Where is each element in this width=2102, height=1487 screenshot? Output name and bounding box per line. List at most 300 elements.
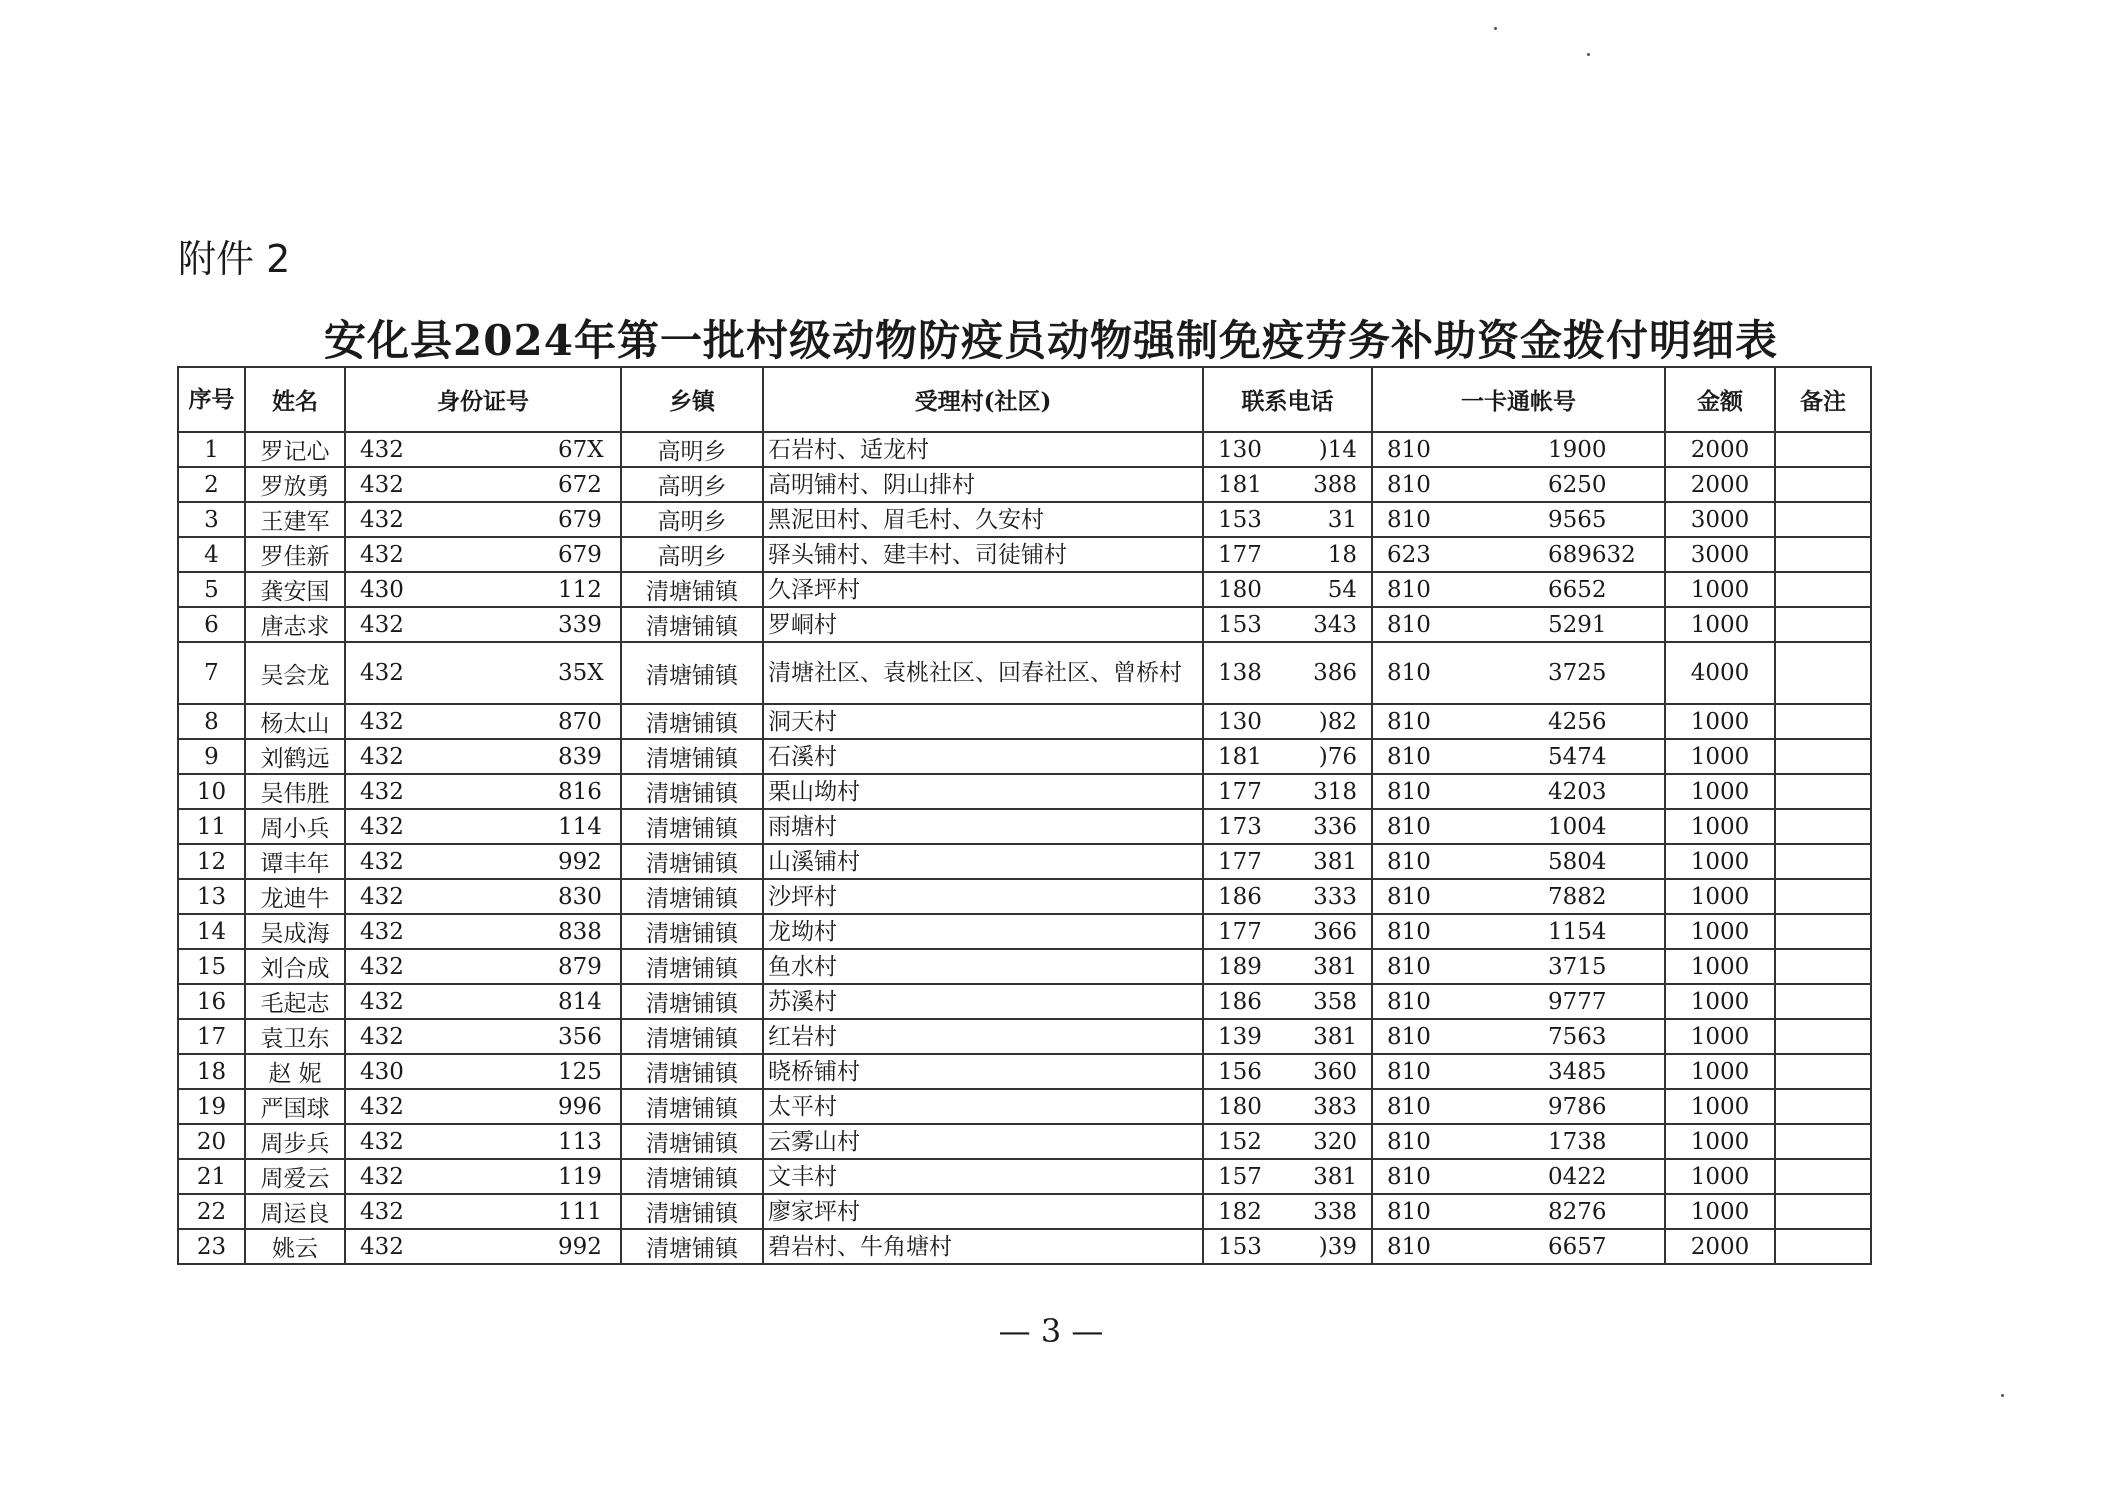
cell-account <box>1372 432 1665 467</box>
cell-name: 吴伟胜 <box>245 774 345 809</box>
cell-phone-prefix: 180 <box>1218 1093 1262 1120</box>
cell-phone-suffix: 381 <box>1313 848 1357 875</box>
cell-town: 清塘铺镇 <box>621 642 763 704</box>
cell-id <box>345 1229 621 1264</box>
cell-account <box>1372 502 1665 537</box>
cell-phone-suffix: 343 <box>1313 611 1357 638</box>
cell-phone-suffix: )39 <box>1318 1233 1357 1260</box>
table-row <box>178 914 1871 949</box>
cell-account-prefix: 810 <box>1387 576 1431 603</box>
cell-village: 黑泥田村、眉毛村、久安村 <box>763 502 1203 537</box>
cell-id-prefix: 432 <box>360 988 404 1015</box>
cell-town: 清塘铺镇 <box>621 1089 763 1124</box>
cell-account-suffix: 1004 <box>1548 813 1607 840</box>
cell-town: 清塘铺镇 <box>621 1194 763 1229</box>
cell-id <box>345 1089 621 1124</box>
cell-account-prefix: 810 <box>1387 1058 1431 1085</box>
cell-account-prefix: 810 <box>1387 708 1431 735</box>
cell-remark <box>1775 704 1871 739</box>
cell-town: 高明乡 <box>621 502 763 537</box>
cell-phone <box>1203 432 1372 467</box>
cell-phone-suffix: 381 <box>1313 1163 1357 1190</box>
cell-phone-prefix: 156 <box>1218 1058 1262 1085</box>
cell-town: 高明乡 <box>621 467 763 502</box>
cell-amount: 1000 <box>1665 809 1775 844</box>
cell-town: 高明乡 <box>621 432 763 467</box>
cell-name: 刘合成 <box>245 949 345 984</box>
cell-account-prefix: 810 <box>1387 953 1431 980</box>
cell-name: 罗放勇 <box>245 467 345 502</box>
cell-town: 清塘铺镇 <box>621 914 763 949</box>
cell-id-prefix: 432 <box>360 848 404 875</box>
cell-id-prefix: 432 <box>360 436 404 463</box>
cell-amount: 3000 <box>1665 502 1775 537</box>
table-row <box>178 502 1871 537</box>
cell-id-suffix: 838 <box>558 918 602 945</box>
cell-account-suffix: 9786 <box>1548 1093 1607 1120</box>
cell-village: 龙坳村 <box>763 914 1203 949</box>
cell-amount: 1000 <box>1665 844 1775 879</box>
cell-village: 苏溪村 <box>763 984 1203 1019</box>
cell-account-prefix: 810 <box>1387 1163 1431 1190</box>
cell-seq: 12 <box>178 844 245 879</box>
cell-seq: 4 <box>178 537 245 572</box>
table-row <box>178 739 1871 774</box>
cell-remark <box>1775 1019 1871 1054</box>
cell-account-suffix: 3485 <box>1548 1058 1607 1085</box>
header-phone: 联系电话 <box>1203 367 1372 432</box>
cell-account <box>1372 607 1665 642</box>
cell-village: 清塘社区、袁桃社区、回春社区、曾桥村 <box>763 642 1203 704</box>
cell-id <box>345 642 621 704</box>
cell-remark <box>1775 432 1871 467</box>
cell-amount: 1000 <box>1665 739 1775 774</box>
cell-remark <box>1775 914 1871 949</box>
cell-village: 驿头铺村、建丰村、司徒铺村 <box>763 537 1203 572</box>
cell-id-prefix: 432 <box>360 708 404 735</box>
cell-seq: 19 <box>178 1089 245 1124</box>
cell-account-prefix: 810 <box>1387 471 1431 498</box>
cell-phone-suffix: )14 <box>1318 436 1357 463</box>
cell-phone-prefix: 130 <box>1218 436 1262 463</box>
cell-id-prefix: 432 <box>360 1093 404 1120</box>
cell-remark <box>1775 879 1871 914</box>
cell-phone <box>1203 879 1372 914</box>
cell-seq: 20 <box>178 1124 245 1159</box>
cell-id-suffix: 996 <box>558 1093 602 1120</box>
table-row <box>178 844 1871 879</box>
cell-phone-prefix: 181 <box>1218 471 1262 498</box>
cell-remark <box>1775 739 1871 774</box>
cell-phone-suffix: )76 <box>1318 743 1357 770</box>
cell-id-prefix: 432 <box>360 813 404 840</box>
cell-phone-suffix: 360 <box>1313 1058 1357 1085</box>
cell-phone-prefix: 177 <box>1218 778 1262 805</box>
cell-phone-prefix: 177 <box>1218 848 1262 875</box>
cell-id-suffix: 672 <box>558 471 602 498</box>
cell-amount: 1000 <box>1665 949 1775 984</box>
cell-phone-prefix: 139 <box>1218 1023 1262 1050</box>
cell-remark <box>1775 537 1871 572</box>
cell-id-suffix: 125 <box>558 1058 602 1085</box>
cell-phone-suffix: 318 <box>1313 778 1357 805</box>
cell-phone-suffix: 18 <box>1327 541 1357 568</box>
subsidy-table <box>177 366 1872 1265</box>
cell-seq: 10 <box>178 774 245 809</box>
cell-phone-prefix: 189 <box>1218 953 1262 980</box>
cell-phone-suffix: 366 <box>1313 918 1357 945</box>
header-account: 一卡通帐号 <box>1372 367 1665 432</box>
cell-id-suffix: 870 <box>558 708 602 735</box>
cell-name: 龙迪牛 <box>245 879 345 914</box>
cell-village: 罗峒村 <box>763 607 1203 642</box>
header-name: 姓名 <box>245 367 345 432</box>
cell-id <box>345 739 621 774</box>
cell-remark <box>1775 1159 1871 1194</box>
cell-id-suffix: 112 <box>558 576 602 603</box>
cell-id <box>345 844 621 879</box>
cell-remark <box>1775 642 1871 704</box>
cell-account-prefix: 810 <box>1387 660 1431 686</box>
cell-id-prefix: 432 <box>360 918 404 945</box>
cell-remark <box>1775 1229 1871 1264</box>
cell-phone <box>1203 1124 1372 1159</box>
cell-id-suffix: 814 <box>558 988 602 1015</box>
cell-amount: 1000 <box>1665 607 1775 642</box>
cell-id-suffix: 111 <box>558 1198 602 1225</box>
table-row <box>178 704 1871 739</box>
cell-account-suffix: 5291 <box>1548 611 1607 638</box>
cell-remark <box>1775 502 1871 537</box>
cell-account-suffix: 9565 <box>1548 506 1607 533</box>
table-row <box>178 572 1871 607</box>
cell-account-suffix: 7563 <box>1548 1023 1607 1050</box>
cell-name: 王建军 <box>245 502 345 537</box>
cell-phone-prefix: 153 <box>1218 506 1262 533</box>
cell-phone-suffix: 54 <box>1327 576 1357 603</box>
cell-account-suffix: 1738 <box>1548 1128 1607 1155</box>
cell-name: 赵 妮 <box>245 1054 345 1089</box>
cell-account <box>1372 467 1665 502</box>
cell-account <box>1372 572 1665 607</box>
cell-phone <box>1203 572 1372 607</box>
cell-id-suffix: 830 <box>558 883 602 910</box>
cell-remark <box>1775 774 1871 809</box>
cell-town: 高明乡 <box>621 537 763 572</box>
cell-amount: 1000 <box>1665 704 1775 739</box>
cell-village: 高明铺村、阴山排村 <box>763 467 1203 502</box>
cell-account-suffix: 5474 <box>1548 743 1607 770</box>
cell-phone <box>1203 1229 1372 1264</box>
cell-id-suffix: 679 <box>558 541 602 568</box>
cell-seq: 2 <box>178 467 245 502</box>
cell-id-prefix: 430 <box>360 576 404 603</box>
cell-amount: 3000 <box>1665 537 1775 572</box>
cell-phone-prefix: 177 <box>1218 541 1262 568</box>
table-row <box>178 432 1871 467</box>
cell-id <box>345 1124 621 1159</box>
cell-id-prefix: 432 <box>360 743 404 770</box>
cell-amount: 1000 <box>1665 1159 1775 1194</box>
cell-seq: 3 <box>178 502 245 537</box>
cell-seq: 5 <box>178 572 245 607</box>
cell-account <box>1372 1194 1665 1229</box>
cell-amount: 2000 <box>1665 1229 1775 1264</box>
header-village: 受理村(社区) <box>763 367 1203 432</box>
table-body <box>178 432 1871 1264</box>
cell-village: 太平村 <box>763 1089 1203 1124</box>
cell-village: 山溪铺村 <box>763 844 1203 879</box>
cell-id <box>345 502 621 537</box>
cell-amount: 4000 <box>1665 642 1775 704</box>
table-row <box>178 949 1871 984</box>
cell-remark <box>1775 1124 1871 1159</box>
cell-village: 石溪村 <box>763 739 1203 774</box>
cell-account <box>1372 704 1665 739</box>
cell-account-prefix: 810 <box>1387 506 1431 533</box>
cell-phone <box>1203 1159 1372 1194</box>
cell-town: 清塘铺镇 <box>621 1229 763 1264</box>
cell-phone-prefix: 186 <box>1218 988 1262 1015</box>
cell-phone-suffix: 388 <box>1313 471 1357 498</box>
cell-phone <box>1203 844 1372 879</box>
table-row <box>178 1019 1871 1054</box>
cell-phone <box>1203 1054 1372 1089</box>
cell-id-suffix: 119 <box>558 1163 602 1190</box>
cell-town: 清塘铺镇 <box>621 1054 763 1089</box>
cell-id-prefix: 432 <box>360 541 404 568</box>
cell-name: 罗记心 <box>245 432 345 467</box>
scan-speck <box>2001 1394 2004 1397</box>
table-row <box>178 1159 1871 1194</box>
cell-id-prefix: 432 <box>360 1023 404 1050</box>
cell-remark <box>1775 949 1871 984</box>
cell-id <box>345 432 621 467</box>
cell-account-prefix: 810 <box>1387 1023 1431 1050</box>
cell-id-suffix: 992 <box>558 1233 602 1260</box>
cell-id <box>345 949 621 984</box>
cell-name: 龚安国 <box>245 572 345 607</box>
cell-account-prefix: 810 <box>1387 436 1431 463</box>
cell-phone <box>1203 502 1372 537</box>
cell-account <box>1372 844 1665 879</box>
table-row <box>178 537 1871 572</box>
cell-account <box>1372 642 1665 704</box>
cell-account-suffix: 6652 <box>1548 576 1607 603</box>
table-row <box>178 1229 1871 1264</box>
cell-id-prefix: 432 <box>360 660 404 686</box>
cell-id-prefix: 432 <box>360 778 404 805</box>
cell-account <box>1372 809 1665 844</box>
header-seq: 序号 <box>178 367 245 432</box>
cell-id-prefix: 432 <box>360 1233 404 1260</box>
cell-id <box>345 984 621 1019</box>
cell-amount: 1000 <box>1665 1019 1775 1054</box>
cell-id <box>345 1019 621 1054</box>
cell-phone-suffix: 336 <box>1313 813 1357 840</box>
cell-seq: 23 <box>178 1229 245 1264</box>
cell-account-prefix: 810 <box>1387 778 1431 805</box>
header-amount: 金额 <box>1665 367 1775 432</box>
table-header-row <box>178 367 1871 432</box>
table-row <box>178 774 1871 809</box>
cell-id <box>345 537 621 572</box>
cell-seq: 8 <box>178 704 245 739</box>
cell-account-prefix: 810 <box>1387 1233 1431 1260</box>
cell-village: 红岩村 <box>763 1019 1203 1054</box>
cell-village: 鱼水村 <box>763 949 1203 984</box>
cell-amount: 1000 <box>1665 1054 1775 1089</box>
cell-account <box>1372 739 1665 774</box>
cell-phone <box>1203 537 1372 572</box>
cell-phone-prefix: 177 <box>1218 918 1262 945</box>
cell-account-suffix: 8276 <box>1548 1198 1607 1225</box>
cell-phone <box>1203 984 1372 1019</box>
cell-remark <box>1775 607 1871 642</box>
cell-amount: 1000 <box>1665 1089 1775 1124</box>
cell-id-prefix: 432 <box>360 471 404 498</box>
cell-account <box>1372 1019 1665 1054</box>
cell-account-suffix: 1154 <box>1548 918 1607 945</box>
cell-phone <box>1203 739 1372 774</box>
cell-village: 洞天村 <box>763 704 1203 739</box>
cell-remark <box>1775 572 1871 607</box>
cell-account-suffix: 4256 <box>1548 708 1607 735</box>
cell-id <box>345 467 621 502</box>
cell-phone <box>1203 1194 1372 1229</box>
cell-id-suffix: 35X <box>558 660 604 686</box>
cell-phone <box>1203 467 1372 502</box>
cell-account <box>1372 1089 1665 1124</box>
cell-id <box>345 1054 621 1089</box>
cell-account <box>1372 774 1665 809</box>
cell-phone <box>1203 607 1372 642</box>
cell-village: 云雾山村 <box>763 1124 1203 1159</box>
cell-village: 久泽坪村 <box>763 572 1203 607</box>
cell-id <box>345 1159 621 1194</box>
cell-remark <box>1775 467 1871 502</box>
cell-phone-suffix: 320 <box>1313 1128 1357 1155</box>
cell-account-suffix: 3725 <box>1548 660 1607 686</box>
cell-id-prefix: 432 <box>360 611 404 638</box>
header-remark: 备注 <box>1775 367 1871 432</box>
cell-seq: 9 <box>178 739 245 774</box>
cell-id <box>345 879 621 914</box>
cell-phone-prefix: 152 <box>1218 1128 1262 1155</box>
cell-remark <box>1775 1194 1871 1229</box>
cell-town: 清塘铺镇 <box>621 809 763 844</box>
cell-phone-suffix: 358 <box>1313 988 1357 1015</box>
cell-phone-prefix: 186 <box>1218 883 1262 910</box>
cell-id-prefix: 432 <box>360 1128 404 1155</box>
cell-village: 文丰村 <box>763 1159 1203 1194</box>
cell-account-suffix: 5804 <box>1548 848 1607 875</box>
cell-village: 沙坪村 <box>763 879 1203 914</box>
cell-id-prefix: 432 <box>360 506 404 533</box>
cell-account-suffix: 689632 <box>1548 541 1636 568</box>
cell-account-prefix: 810 <box>1387 611 1431 638</box>
cell-seq: 21 <box>178 1159 245 1194</box>
cell-name: 罗佳新 <box>245 537 345 572</box>
cell-account-prefix: 810 <box>1387 988 1431 1015</box>
cell-town: 清塘铺镇 <box>621 844 763 879</box>
cell-remark <box>1775 1054 1871 1089</box>
cell-id-prefix: 432 <box>360 1163 404 1190</box>
table-row <box>178 1089 1871 1124</box>
cell-town: 清塘铺镇 <box>621 572 763 607</box>
cell-phone-prefix: 181 <box>1218 743 1262 770</box>
cell-name: 周爱云 <box>245 1159 345 1194</box>
cell-phone <box>1203 949 1372 984</box>
cell-account-suffix: 7882 <box>1548 883 1607 910</box>
cell-name: 周步兵 <box>245 1124 345 1159</box>
cell-id-suffix: 114 <box>558 813 602 840</box>
cell-amount: 1000 <box>1665 774 1775 809</box>
cell-town: 清塘铺镇 <box>621 1124 763 1159</box>
cell-town: 清塘铺镇 <box>621 1019 763 1054</box>
cell-account-suffix: 6657 <box>1548 1233 1607 1260</box>
cell-account-suffix: 1900 <box>1548 436 1607 463</box>
cell-id-suffix: 67X <box>558 436 604 463</box>
table-row <box>178 1124 1871 1159</box>
cell-phone-prefix: 180 <box>1218 576 1262 603</box>
cell-phone-prefix: 182 <box>1218 1198 1262 1225</box>
cell-account-suffix: 9777 <box>1548 988 1607 1015</box>
cell-town: 清塘铺镇 <box>621 1159 763 1194</box>
cell-account-suffix: 6250 <box>1548 471 1607 498</box>
cell-account-prefix: 810 <box>1387 1128 1431 1155</box>
cell-account <box>1372 914 1665 949</box>
cell-id-suffix: 992 <box>558 848 602 875</box>
cell-id-prefix: 432 <box>360 1198 404 1225</box>
cell-account <box>1372 1159 1665 1194</box>
page-number: — 3 — <box>998 1312 1104 1350</box>
cell-name: 吴成海 <box>245 914 345 949</box>
cell-amount: 1000 <box>1665 1124 1775 1159</box>
cell-seq: 7 <box>178 642 245 704</box>
cell-seq: 1 <box>178 432 245 467</box>
cell-village: 石岩村、适龙村 <box>763 432 1203 467</box>
table-row <box>178 467 1871 502</box>
cell-village: 栗山坳村 <box>763 774 1203 809</box>
cell-id-suffix: 879 <box>558 953 602 980</box>
cell-seq: 11 <box>178 809 245 844</box>
cell-amount: 1000 <box>1665 914 1775 949</box>
cell-phone-prefix: 157 <box>1218 1163 1262 1190</box>
cell-id-suffix: 356 <box>558 1023 602 1050</box>
cell-account <box>1372 949 1665 984</box>
table-row <box>178 984 1871 1019</box>
cell-phone-suffix: 386 <box>1313 660 1357 686</box>
cell-amount: 1000 <box>1665 572 1775 607</box>
cell-amount: 1000 <box>1665 1194 1775 1229</box>
cell-seq: 16 <box>178 984 245 1019</box>
cell-phone-suffix: 381 <box>1313 953 1357 980</box>
header-town: 乡镇 <box>621 367 763 432</box>
cell-name: 姚云 <box>245 1229 345 1264</box>
cell-village: 碧岩村、牛角塘村 <box>763 1229 1203 1264</box>
cell-town: 清塘铺镇 <box>621 607 763 642</box>
cell-account-suffix: 3715 <box>1548 953 1607 980</box>
cell-id-suffix: 679 <box>558 506 602 533</box>
cell-amount: 1000 <box>1665 879 1775 914</box>
cell-name: 刘鹤远 <box>245 739 345 774</box>
cell-account <box>1372 1054 1665 1089</box>
cell-town: 清塘铺镇 <box>621 704 763 739</box>
cell-seq: 22 <box>178 1194 245 1229</box>
cell-amount: 1000 <box>1665 984 1775 1019</box>
cell-phone <box>1203 914 1372 949</box>
